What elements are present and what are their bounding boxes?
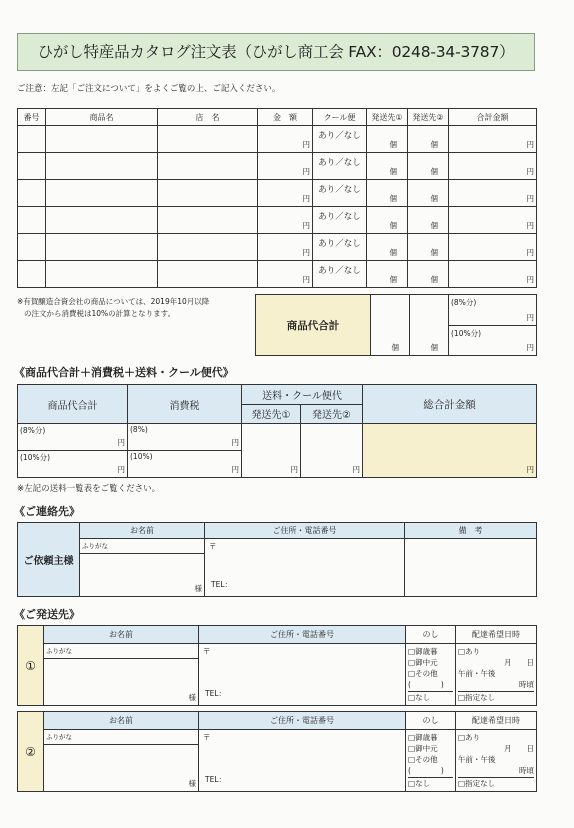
row-product-cell[interactable]	[46, 234, 158, 261]
row-total-cell[interactable]	[449, 126, 537, 153]
yen-unit: 円	[302, 221, 310, 230]
row-shop-cell[interactable]	[158, 126, 258, 153]
summary-dest1-cell[interactable]	[242, 424, 301, 478]
yen-unit: 円	[526, 194, 534, 203]
noshi-options[interactable]	[406, 730, 456, 792]
yen-unit: 円	[117, 465, 125, 474]
order-row	[18, 261, 537, 288]
noshi-other-checkbox[interactable]: □その他	[408, 755, 438, 764]
row-number-cell[interactable]	[18, 234, 46, 261]
footnote-line1: ※有賀醸造合資会社の商品については、2019年10月以降	[17, 297, 210, 306]
yen-unit: 円	[526, 465, 534, 474]
order-row	[18, 207, 537, 234]
destination-2-table	[17, 711, 537, 792]
date-month-day[interactable]: 月 日	[504, 744, 534, 753]
order-row	[18, 153, 537, 180]
order-table-header	[18, 109, 537, 126]
yen-unit: 円	[526, 275, 534, 284]
furigana-label: ふりがな	[46, 733, 72, 741]
destination-2-number: ②	[18, 712, 44, 792]
dest-date-header: 配達希望日時	[456, 712, 537, 730]
subtotal-table	[255, 294, 537, 356]
cool-option: あり／なし	[318, 266, 361, 276]
row-dest1-cell[interactable]	[367, 234, 408, 261]
row-dest1-cell[interactable]	[367, 261, 408, 288]
subtotal-10-cell[interactable]	[449, 325, 537, 356]
row-total-cell[interactable]	[449, 180, 537, 207]
row-amount-cell[interactable]	[258, 126, 313, 153]
header-cool: クール便	[313, 109, 367, 126]
row-dest1-cell[interactable]	[367, 126, 408, 153]
ko-unit: 個	[430, 248, 438, 257]
row-total-cell[interactable]	[449, 261, 537, 288]
requester-name-field[interactable]	[80, 554, 205, 597]
row-dest2-cell[interactable]	[408, 207, 449, 234]
summary-dest2-cell[interactable]	[301, 424, 363, 478]
order-row	[18, 234, 537, 261]
summary-table	[17, 384, 537, 478]
cool-option: あり／なし	[318, 158, 361, 168]
noshi-other-field[interactable]: ( )	[408, 680, 444, 689]
row-amount-cell[interactable]	[258, 153, 313, 180]
row-product-cell[interactable]	[46, 207, 158, 234]
ko-unit: 個	[389, 275, 397, 284]
summary-dest2-header: 発送先②	[301, 404, 363, 424]
subtotal-dest2-cell[interactable]	[410, 295, 449, 356]
row-cool-cell[interactable]	[313, 207, 367, 234]
dest-address-header: ご住所・電話番号	[199, 712, 406, 730]
noshi-chugen-checkbox[interactable]: □御中元	[408, 744, 438, 753]
row-dest1-cell[interactable]	[367, 180, 408, 207]
dest-name-header: お名前	[44, 626, 199, 644]
form-title: ひがし特産品カタログ注文表（ひがし商工会 FAX：0248-34-3787）	[17, 33, 535, 71]
noshi-other-checkbox[interactable]: □その他	[408, 669, 438, 678]
row-dest2-cell[interactable]	[408, 234, 449, 261]
row-amount-cell[interactable]	[258, 180, 313, 207]
yen-unit: 円	[231, 438, 239, 447]
noshi-none-checkbox[interactable]: □なし	[408, 691, 453, 703]
date-time[interactable]: 時頃	[519, 766, 534, 775]
yen-unit: 円	[526, 221, 534, 230]
row-cool-cell[interactable]	[313, 180, 367, 207]
row-shop-cell[interactable]	[158, 180, 258, 207]
yen-unit: 円	[290, 465, 298, 474]
requester-label: ご依頼主様	[18, 523, 80, 597]
row-total-cell[interactable]	[449, 234, 537, 261]
sama-label: 様	[194, 584, 202, 593]
ko-unit: 個	[389, 194, 397, 203]
ko-unit: 個	[389, 140, 397, 149]
row-shop-cell[interactable]	[158, 207, 258, 234]
date-time[interactable]: 時頃	[519, 680, 534, 689]
date-options[interactable]	[456, 644, 537, 706]
row-dest2-cell[interactable]	[408, 180, 449, 207]
row-cool-cell[interactable]	[313, 153, 367, 180]
postal-mark: 〒	[203, 647, 211, 656]
summary-total-cell[interactable]	[363, 424, 537, 478]
row-dest2-cell[interactable]	[408, 261, 449, 288]
yen-unit: 円	[526, 343, 534, 352]
row-amount-cell[interactable]	[258, 261, 313, 288]
yen-unit: 円	[526, 167, 534, 176]
row-total-cell[interactable]	[449, 153, 537, 180]
dest-furigana-field[interactable]	[44, 730, 199, 745]
date-options[interactable]	[456, 730, 537, 792]
yen-unit: 円	[352, 465, 360, 474]
tax8-label: (8%分)	[451, 298, 477, 307]
dest-name-field[interactable]	[44, 744, 199, 791]
footnote-line2: の注文から消費税は10%の計算となります。	[24, 309, 176, 318]
yen-unit: 円	[302, 167, 310, 176]
yen-unit: 円	[117, 438, 125, 447]
header-amount: 金 額	[258, 109, 313, 126]
sama-label: 様	[188, 693, 196, 702]
header-total: 合計金額	[449, 109, 537, 126]
noshi-chugen-checkbox[interactable]: □御中元	[408, 658, 438, 667]
row-cool-cell[interactable]	[313, 261, 367, 288]
sama-label: 様	[188, 779, 196, 788]
tel-label: TEL：	[205, 689, 226, 698]
noshi-seibo-checkbox[interactable]: □御歳暮	[408, 647, 438, 656]
cool-option: あり／なし	[318, 212, 361, 222]
yen-unit: 円	[526, 140, 534, 149]
shipping-note: ※左記の送料一覧表をご覧ください。	[17, 484, 161, 494]
summary-section-title: 《商品代合計＋消費税＋送料・クール便代》	[14, 366, 234, 379]
ko-unit: 個	[430, 343, 438, 352]
yen-unit: 円	[302, 194, 310, 203]
shipping-section-title: 《ご発送先》	[14, 608, 80, 621]
row-amount-cell[interactable]	[258, 207, 313, 234]
tel-label: TEL：	[205, 775, 226, 784]
summary-goods-10-cell[interactable]	[18, 451, 128, 478]
dest-furigana-field[interactable]	[44, 644, 199, 659]
row-cool-cell[interactable]	[313, 234, 367, 261]
ko-unit: 個	[389, 221, 397, 230]
row-product-cell[interactable]	[46, 153, 158, 180]
noshi-none-checkbox[interactable]: □なし	[408, 777, 453, 789]
header-product: 商品名	[46, 109, 158, 126]
header-number: 番号	[18, 109, 46, 126]
dest-noshi-header: のし	[406, 712, 456, 730]
yen-unit: 円	[526, 248, 534, 257]
dest-name-header: お名前	[44, 712, 199, 730]
row-number-cell[interactable]	[18, 153, 46, 180]
row-dest1-cell[interactable]	[367, 153, 408, 180]
tax10-label: (10%分)	[451, 328, 482, 338]
summary-tax-header: 消費税	[128, 385, 242, 424]
subtotal-8-cell[interactable]	[449, 295, 537, 326]
order-row	[18, 180, 537, 207]
requester-furigana-field[interactable]	[80, 539, 205, 554]
summary-goods-header: 商品代合計	[18, 385, 128, 424]
row-shop-cell[interactable]	[158, 153, 258, 180]
yen-unit: 円	[526, 312, 534, 322]
row-shop-cell[interactable]	[158, 234, 258, 261]
furigana-label: ふりがな	[46, 647, 72, 655]
ko-unit: 個	[430, 167, 438, 176]
requester-address-field[interactable]	[205, 539, 405, 597]
row-product-cell[interactable]	[46, 126, 158, 153]
yen-unit: 円	[302, 275, 310, 284]
header-shop: 店 名	[158, 109, 258, 126]
noshi-options[interactable]	[406, 644, 456, 706]
destination-1-table	[17, 625, 537, 706]
ko-unit: 個	[391, 343, 399, 352]
yen-unit: 円	[231, 465, 239, 474]
row-number-cell[interactable]	[18, 180, 46, 207]
ko-unit: 個	[430, 275, 438, 284]
destination-1-number: ①	[18, 626, 44, 706]
ko-unit: 個	[430, 194, 438, 203]
header-dest1: 発送先①	[367, 109, 408, 126]
postal-mark: 〒	[209, 542, 217, 551]
dest-address-field[interactable]	[199, 730, 406, 792]
row-product-cell[interactable]	[46, 261, 158, 288]
date-ampm[interactable]: 午前・午後	[458, 755, 496, 764]
row-number-cell[interactable]	[18, 207, 46, 234]
dest-date-header: 配達希望日時	[456, 626, 537, 644]
row-dest2-cell[interactable]	[408, 153, 449, 180]
summary-tax-10-cell[interactable]	[128, 451, 242, 478]
ko-unit: 個	[389, 167, 397, 176]
ko-unit: 個	[389, 248, 397, 257]
contact-table	[17, 522, 537, 597]
yen-unit: 円	[302, 248, 310, 257]
cool-option: あり／なし	[318, 185, 361, 195]
dest-address-field[interactable]	[199, 644, 406, 706]
row-cool-cell[interactable]	[313, 126, 367, 153]
subtotal-label: 商品代合計	[256, 295, 371, 356]
summary-goods-8-cell[interactable]	[18, 424, 128, 451]
tax10-label: (10%分)	[20, 453, 51, 462]
cool-option: あり／なし	[318, 239, 361, 249]
dest-name-field[interactable]	[44, 658, 199, 705]
summary-shipping-header: 送料・クール便代	[242, 385, 363, 405]
summary-dest1-header: 発送先①	[242, 404, 301, 424]
tax8-label: (8%分)	[20, 426, 46, 435]
requester-remarks-field[interactable]	[405, 539, 537, 597]
row-shop-cell[interactable]	[158, 261, 258, 288]
date-yes-checkbox[interactable]: □あり	[458, 733, 481, 742]
date-none-checkbox[interactable]: □指定なし	[458, 691, 534, 703]
contact-name-header: お名前	[80, 523, 205, 539]
row-number-cell[interactable]	[18, 126, 46, 153]
order-row	[18, 126, 537, 153]
ko-unit: 個	[430, 140, 438, 149]
summary-tax-8-cell[interactable]	[128, 424, 242, 451]
row-total-cell[interactable]	[449, 207, 537, 234]
tax8-label: (8%)	[130, 425, 148, 434]
dest-address-header: ご住所・電話番号	[199, 626, 406, 644]
contact-section-title: 《ご連絡先》	[14, 505, 80, 518]
dest-noshi-header: のし	[406, 626, 456, 644]
row-dest1-cell[interactable]	[367, 207, 408, 234]
noshi-seibo-checkbox[interactable]: □御歳暮	[408, 733, 438, 742]
summary-total-header: 総合計金額	[363, 385, 537, 424]
yen-unit: 円	[302, 140, 310, 149]
noshi-other-field[interactable]: ( )	[408, 766, 444, 775]
header-dest2: 発送先②	[408, 109, 449, 126]
ko-unit: 個	[430, 221, 438, 230]
postal-mark: 〒	[203, 733, 211, 742]
row-dest2-cell[interactable]	[408, 126, 449, 153]
caution-note: ご注意：左記「ご注文について」をよくご覧の上、ご記入ください。	[17, 84, 281, 94]
furigana-label: ふりがな	[82, 542, 108, 550]
date-ampm[interactable]: 午前・午後	[458, 669, 496, 678]
tel-label: TEL：	[211, 580, 232, 589]
contact-address-header: ご住所・電話番号	[205, 523, 405, 539]
date-yes-checkbox[interactable]: □あり	[458, 647, 481, 656]
row-number-cell[interactable]	[18, 261, 46, 288]
row-product-cell[interactable]	[46, 180, 158, 207]
subtotal-dest1-cell[interactable]	[371, 295, 410, 356]
date-month-day[interactable]: 月 日	[504, 658, 534, 667]
date-none-checkbox[interactable]: □指定なし	[458, 777, 534, 789]
tax10-label: (10%)	[130, 452, 153, 461]
contact-remarks-header: 備 考	[405, 523, 537, 539]
row-amount-cell[interactable]	[258, 234, 313, 261]
cool-option: あり／なし	[318, 131, 361, 141]
order-table	[17, 108, 537, 288]
